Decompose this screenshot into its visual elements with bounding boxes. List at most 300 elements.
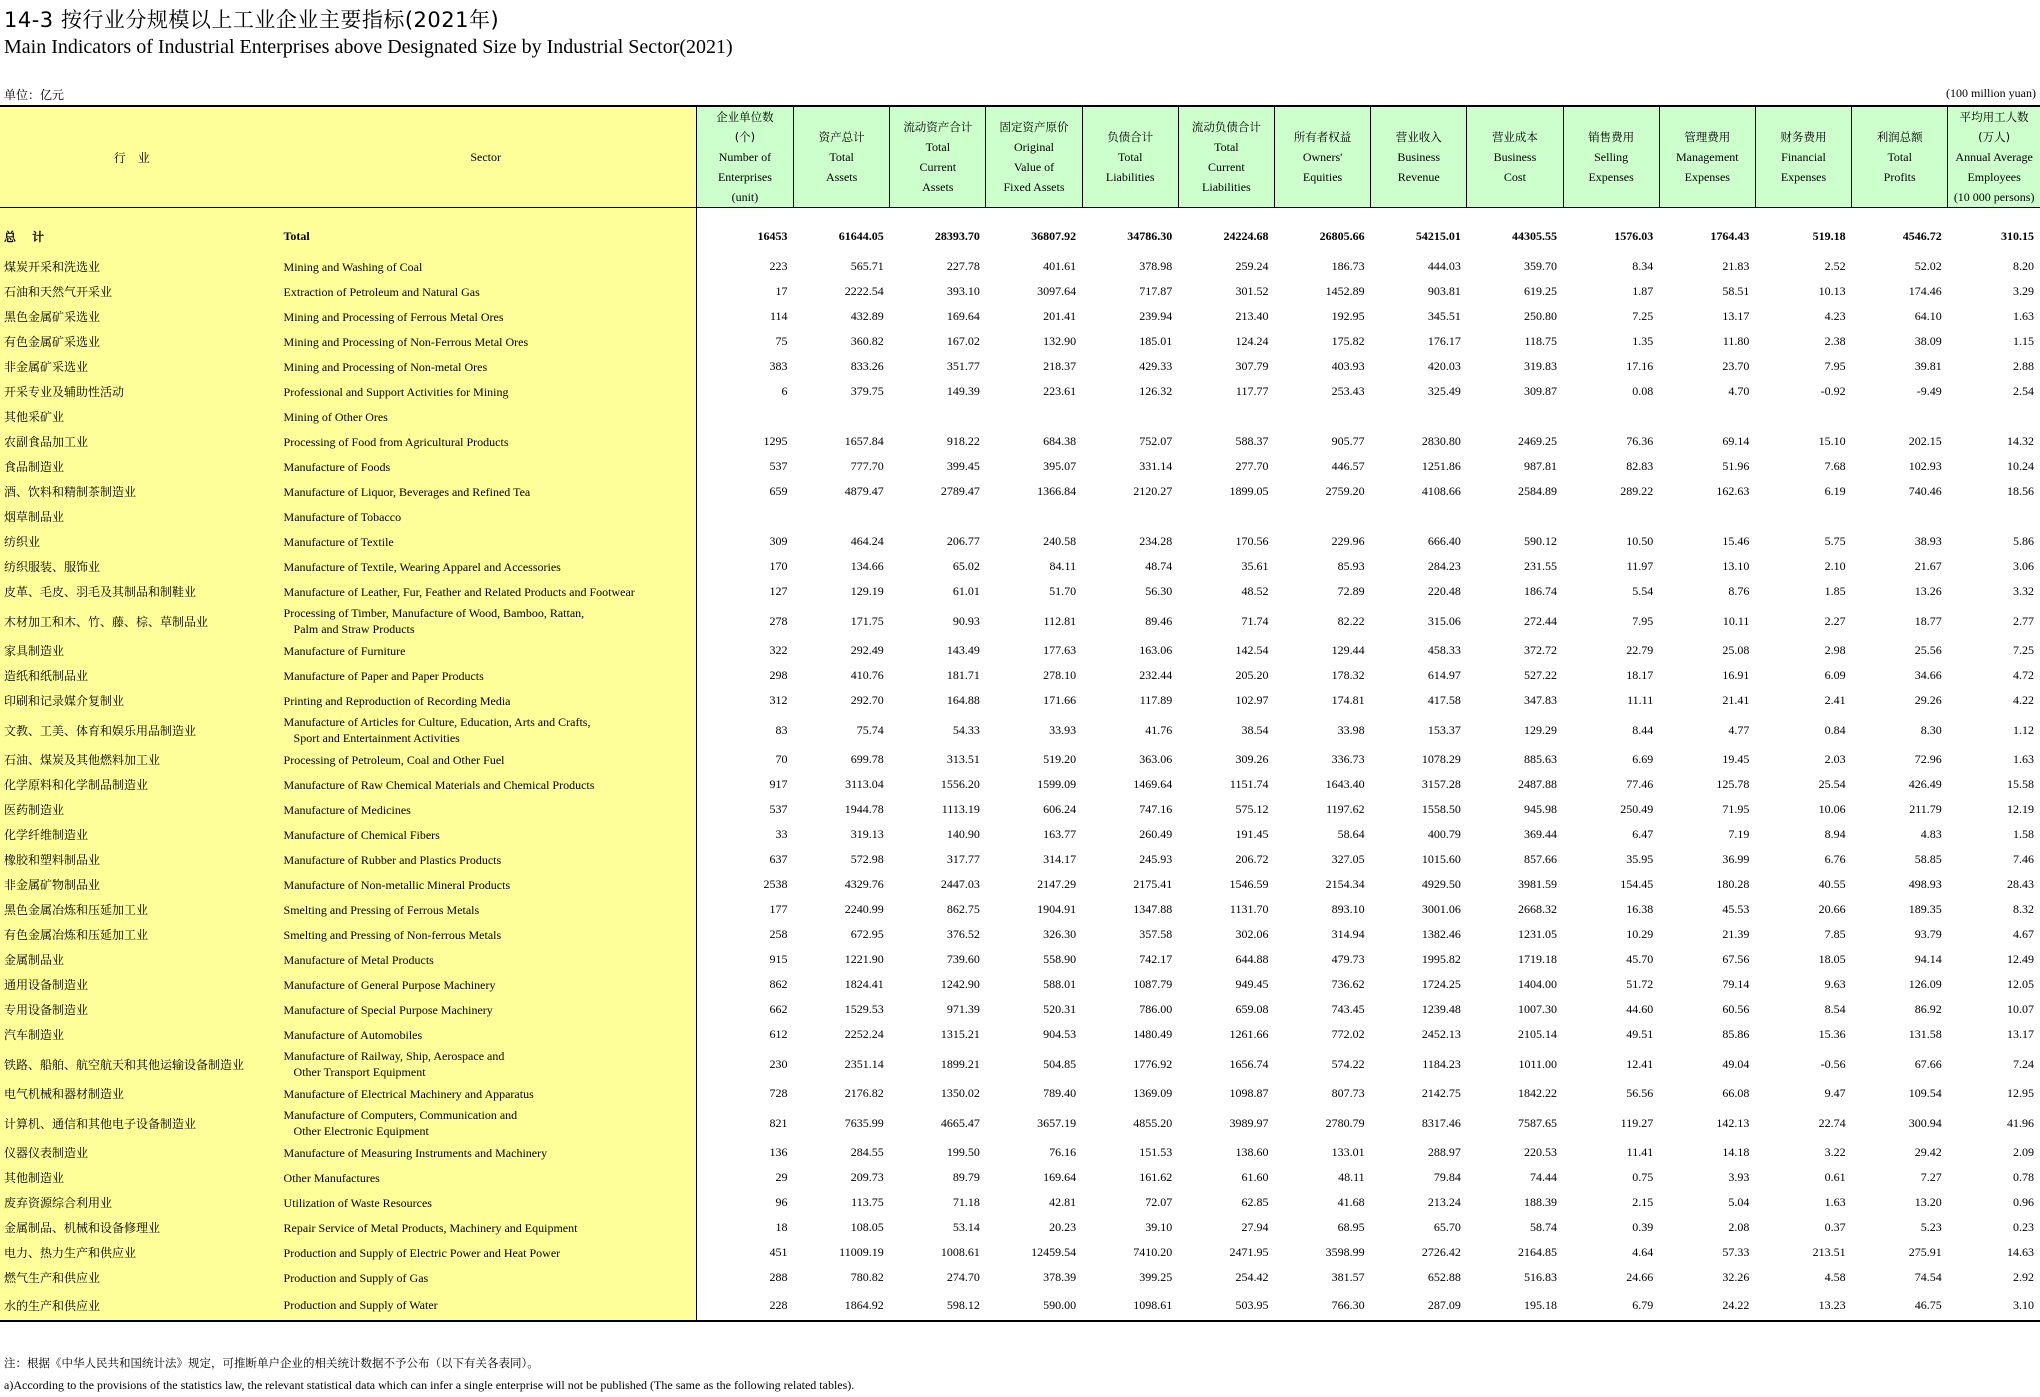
value-cell: 68.95: [1337, 1220, 1365, 1234]
sector-name-en: [276, 947, 697, 972]
value-cell: [1659, 404, 1755, 429]
value-cell: 1015.60: [1421, 852, 1461, 866]
value-cell: 71.95: [1722, 802, 1750, 816]
value-cell: 75: [775, 334, 788, 348]
sector-name-en-line: Smelting and Pressing of Non-ferrous Metals: [283, 927, 502, 942]
value-cell: 38.09: [1914, 334, 1942, 348]
sector-name-cn: 有色金属冶炼和压延加工业: [0, 922, 276, 947]
sector-name-en: [276, 218, 697, 254]
value-cell: 1546.59: [1229, 877, 1269, 891]
value-cell: 2487.88: [1518, 777, 1558, 791]
value-cell: 274.70: [946, 1270, 980, 1284]
value-cell: 25.08: [1722, 643, 1750, 657]
header-col-11: [1755, 106, 1851, 208]
sector-name-cn: 烟草制品业: [0, 504, 276, 529]
value-cell: [986, 404, 1082, 429]
value-cell: 312: [769, 693, 788, 707]
value-cell: 72.07: [1145, 1195, 1173, 1209]
value-cell: 379.75: [850, 384, 884, 398]
value-cell: 4879.47: [844, 484, 884, 498]
value-cell: 284.23: [1427, 559, 1461, 573]
sector-name-en: [276, 379, 697, 404]
sector-name-cn: 金属制品业: [0, 947, 276, 972]
value-cell: 13.17: [2007, 1027, 2034, 1041]
value-cell: 1899.05: [1229, 484, 1269, 498]
value-cell: 82.22: [1337, 613, 1365, 628]
value-cell: 862: [769, 977, 788, 991]
value-cell: 298: [769, 668, 788, 682]
value-cell: 503.95: [1178, 1290, 1274, 1321]
value-cell: 67.56: [1722, 952, 1750, 966]
value-cell: 192.95: [1331, 309, 1365, 323]
value-cell: 22.74: [1818, 1115, 1846, 1130]
value-cell: 313.51: [946, 752, 980, 766]
table-row: [0, 747, 2040, 772]
value-cell: 140.90: [946, 827, 980, 841]
value-cell: 16453: [757, 228, 788, 243]
value-cell: 12.19: [2007, 802, 2034, 816]
sector-name-cn: 专用设备制造业: [0, 997, 276, 1022]
total-row: [0, 218, 2040, 254]
value-cell: 393.10: [946, 284, 980, 298]
header-col-cn: 流动负债合计: [1191, 120, 1261, 134]
value-cell: 253.43: [1331, 384, 1365, 398]
value-cell: 429.33: [1139, 359, 1173, 373]
sector-name-en: [276, 797, 697, 822]
sector-name-en: [276, 354, 697, 379]
sector-name-en-line: Sport and Entertainment Activities: [293, 731, 460, 745]
value-cell: 717.87: [1139, 284, 1173, 298]
value-cell: 18: [775, 1220, 788, 1234]
value-cell: 862.75: [946, 902, 980, 916]
value-cell: 504.85: [1043, 1056, 1077, 1071]
sector-name-en-line: Repair Service of Metal Products, Machinery and Equipment: [283, 1220, 578, 1235]
value-cell: 162.63: [1716, 484, 1750, 498]
value-cell: 227.78: [946, 259, 980, 273]
value-cell: 8.32: [2013, 902, 2034, 916]
value-cell: 3981.59: [1518, 877, 1558, 891]
value-cell: 33.93: [1049, 722, 1077, 737]
table-title-en: Main Indicators of Industrial Enterprises above Designated Size by Industrial Sector(2021): [4, 36, 733, 58]
value-cell: 223: [769, 259, 788, 273]
value-cell: 699.78: [850, 752, 884, 766]
value-cell: 1242.90: [940, 977, 980, 991]
value-cell: 149.39: [946, 384, 980, 398]
value-cell: 10.50: [1626, 534, 1654, 548]
value-cell: 1899.21: [940, 1056, 980, 1071]
value-cell: 444.03: [1427, 259, 1461, 273]
sector-name-en-line: Mining and Processing of Non-metal Ores: [283, 359, 488, 374]
value-cell: 292.70: [850, 693, 884, 707]
value-cell: 22.79: [1626, 643, 1654, 657]
value-cell: 2120.27: [1133, 484, 1173, 498]
value-cell: 1382.46: [1421, 927, 1461, 941]
value-cell: 3097.64: [1037, 284, 1077, 298]
value-cell: 7.46: [2013, 852, 2034, 866]
value-cell: 25.56: [1914, 643, 1942, 657]
value-cell: 129.19: [850, 584, 884, 598]
value-cell: 1.85: [1824, 584, 1846, 598]
value-cell: 126.32: [1139, 384, 1173, 398]
value-cell: 4855.20: [1133, 1115, 1173, 1130]
table-row: [0, 379, 2040, 404]
sector-name-cn: 黑色金属冶炼和压延加工业: [0, 897, 276, 922]
value-cell: 4.23: [1824, 309, 1846, 323]
value-cell: 606.24: [1043, 802, 1077, 816]
value-cell: 213.40: [1235, 309, 1269, 323]
value-cell: 228: [696, 1290, 793, 1321]
sector-name-en: [276, 1106, 697, 1140]
value-cell: 223.61: [1043, 384, 1077, 398]
value-cell: 945.98: [1524, 802, 1558, 816]
value-cell: 136: [769, 1145, 788, 1159]
value-cell: 79.14: [1722, 977, 1750, 991]
value-cell: 2175.41: [1133, 877, 1173, 891]
value-cell: 537: [769, 802, 788, 816]
value-cell: 336.73: [1331, 752, 1365, 766]
value-cell: 126.09: [1908, 977, 1942, 991]
value-cell: 2.09: [2013, 1145, 2034, 1159]
value-cell: 65.70: [1433, 1220, 1461, 1234]
sector-name-en: [276, 1240, 697, 1265]
value-cell: 357.58: [1139, 927, 1173, 941]
value-cell: 127: [769, 584, 788, 598]
value-cell: 2830.80: [1421, 434, 1461, 448]
sector-name-en-line: Processing of Food from Agricultural Products: [283, 434, 509, 449]
value-cell: 12.49: [2007, 952, 2034, 966]
value-cell: 905.77: [1331, 434, 1365, 448]
value-cell: 213.51: [1812, 1245, 1846, 1259]
value-cell: 3.06: [2013, 559, 2034, 573]
value-cell: 7.95: [1632, 613, 1654, 628]
value-cell: 451: [769, 1245, 788, 1259]
value-cell: 857.66: [1524, 852, 1558, 866]
value-cell: 292.49: [850, 643, 884, 657]
table-row: [0, 454, 2040, 479]
value-cell: 376.52: [946, 927, 980, 941]
sector-name-en-line: Manufacture of Medicines: [283, 802, 411, 817]
value-cell: 4108.66: [1421, 484, 1461, 498]
header-col-en-line: Total: [1887, 150, 1912, 164]
table-row: [0, 922, 2040, 947]
header-col-cn: 负债合计: [1107, 130, 1154, 144]
sector-name-cn: 木材加工和木、竹、藤、棕、草制品业: [0, 604, 276, 638]
value-cell: 0.61: [1824, 1170, 1846, 1184]
value-cell: 15.10: [1818, 434, 1846, 448]
header-sector-cn: 行业: [0, 106, 276, 208]
sector-name-en: [276, 1290, 697, 1321]
value-cell: 885.63: [1524, 752, 1558, 766]
value-cell: 258: [769, 927, 788, 941]
table-row: [0, 504, 2040, 529]
sector-name-en: [276, 922, 697, 947]
sector-name-en-line: Manufacture of Foods: [283, 459, 391, 474]
value-cell: 169.64: [946, 309, 980, 323]
value-cell: 86.92: [1914, 1002, 1942, 1016]
header-col-en-line: Liabilities: [1105, 170, 1155, 184]
value-cell: 18.05: [1818, 952, 1846, 966]
value-cell: 288: [769, 1270, 788, 1284]
value-cell: 1724.25: [1421, 977, 1461, 991]
value-cell: [1274, 404, 1370, 429]
value-cell: 51.70: [1049, 584, 1077, 598]
value-cell: [1563, 404, 1659, 429]
value-cell: 277.70: [1235, 459, 1269, 473]
table-row: [0, 638, 2040, 663]
value-cell: 1.58: [2013, 827, 2034, 841]
value-cell: 302.06: [1235, 927, 1269, 941]
value-cell: 6: [781, 384, 788, 398]
sector-name-cn: 医药制造业: [0, 797, 276, 822]
value-cell: 417.58: [1427, 693, 1461, 707]
value-cell: 2142.75: [1421, 1086, 1461, 1100]
value-cell: 1657.84: [844, 434, 884, 448]
value-cell: 314.94: [1331, 927, 1365, 941]
value-cell: 170: [769, 559, 788, 573]
table-row: [0, 1265, 2040, 1290]
sector-name-en: [276, 772, 697, 797]
value-cell: 202.15: [1908, 434, 1942, 448]
header-col-10: [1659, 106, 1755, 208]
value-cell: 807.73: [1331, 1086, 1365, 1100]
value-cell: 300.94: [1908, 1115, 1942, 1130]
table-row: [0, 1022, 2040, 1047]
value-cell: 590.00: [986, 1290, 1082, 1321]
value-cell: 57.33: [1722, 1245, 1750, 1259]
value-cell: 67.66: [1914, 1056, 1942, 1071]
value-cell: 588.37: [1235, 434, 1269, 448]
value-cell: 351.77: [946, 359, 980, 373]
value-cell: [1467, 404, 1563, 429]
sector-name-en: [276, 1190, 697, 1215]
value-cell: 250.80: [1524, 309, 1558, 323]
value-cell: 278.10: [1043, 668, 1077, 682]
value-cell: 8.76: [1728, 584, 1750, 598]
value-cell: 209.73: [850, 1170, 884, 1184]
value-cell: 395.07: [1043, 459, 1077, 473]
value-cell: 206.72: [1235, 852, 1269, 866]
value-cell: 372.72: [1524, 643, 1558, 657]
sector-name-en-line: Production and Supply of Gas: [283, 1270, 429, 1285]
value-cell: 619.25: [1524, 284, 1558, 298]
value-cell: 180.28: [1716, 877, 1750, 891]
table-row: [0, 1140, 2040, 1165]
value-cell: 464.24: [850, 534, 884, 548]
value-cell: 218.37: [1043, 359, 1077, 373]
value-cell: 35.95: [1626, 852, 1654, 866]
sector-name-en: [276, 822, 697, 847]
value-cell: 1.15: [2013, 334, 2034, 348]
header-col-en-line: Liabilities: [1202, 180, 1251, 194]
sector-name-en: [276, 579, 697, 604]
value-cell: 1904.91: [1037, 902, 1077, 916]
footnote-cn: 注：根据《中华人民共和国统计法》规定，可推断单户企业的相关统计数据不予公布（以下有关各表同）。: [4, 1356, 539, 1370]
value-cell: 326.30: [1043, 927, 1077, 941]
sector-name-en: [276, 972, 697, 997]
value-cell: 61.01: [952, 584, 980, 598]
sector-name-en-line: Manufacture of Special Purpose Machinery: [283, 1002, 493, 1017]
value-cell: 185.01: [1139, 334, 1173, 348]
value-cell: 11.41: [1626, 1145, 1654, 1159]
header-col-en-line: Total: [925, 140, 951, 154]
value-cell: 572.98: [850, 852, 884, 866]
value-cell: 331.14: [1139, 459, 1173, 473]
header-col-en-line: Assets: [922, 180, 954, 194]
table-row: [0, 354, 2040, 379]
value-cell: 70: [775, 752, 788, 766]
sector-name-cn: 非金属矿采选业: [0, 354, 276, 379]
value-cell: 171.66: [1043, 693, 1077, 707]
value-cell: [1755, 404, 1851, 429]
value-cell: 1098.61: [1082, 1290, 1178, 1321]
sector-name-en: [276, 1047, 697, 1081]
value-cell: 20.66: [1818, 902, 1846, 916]
value-cell: 177.63: [1043, 643, 1077, 657]
value-cell: [1563, 504, 1659, 529]
sector-name-en: [276, 1165, 697, 1190]
value-cell: 129.44: [1331, 643, 1365, 657]
value-cell: 250.49: [1620, 802, 1654, 816]
value-cell: 102.93: [1908, 459, 1942, 473]
value-cell: 1842.22: [1518, 1086, 1558, 1100]
value-cell: 399.25: [1139, 1270, 1173, 1284]
value-cell: 6.47: [1632, 827, 1654, 841]
header-col-en-line: Value of: [1013, 160, 1055, 174]
sector-name-en-line: Mining of Other Ores: [283, 409, 388, 424]
value-cell: 6.09: [1824, 668, 1846, 682]
value-cell: 94.14: [1914, 952, 1942, 966]
value-cell: 378.98: [1139, 259, 1173, 273]
header-col-en-line: Financial: [1781, 150, 1826, 164]
header-col-7: [1371, 106, 1467, 208]
header-col-4: [1082, 106, 1178, 208]
value-cell: 2176.82: [844, 1086, 884, 1100]
value-cell: 1197.62: [1326, 802, 1365, 816]
table-row: [0, 872, 2040, 897]
value-cell: 2.54: [2013, 384, 2034, 398]
header-col-3: [986, 106, 1082, 208]
sector-name-en-line: Manufacture of Furniture: [283, 643, 406, 658]
value-cell: 213.24: [1427, 1195, 1461, 1209]
value-cell: 410.76: [850, 668, 884, 682]
header-col-cn-unit: (个): [734, 130, 756, 144]
value-cell: 7.68: [1824, 459, 1846, 473]
header-col-en-line: Equities: [1302, 170, 1343, 184]
value-cell: 360.82: [850, 334, 884, 348]
value-cell: 230: [769, 1056, 788, 1071]
value-cell: 10.06: [1818, 802, 1846, 816]
header-col-en-line: Selling: [1594, 150, 1629, 164]
value-cell: 174.81: [1331, 693, 1365, 707]
value-cell: 188.39: [1524, 1195, 1558, 1209]
value-cell: 612: [769, 1027, 788, 1041]
value-cell: 7410.20: [1133, 1245, 1173, 1259]
value-cell: 728: [769, 1086, 788, 1100]
value-cell: 971.39: [946, 1002, 980, 1016]
value-cell: 378.39: [1043, 1270, 1077, 1284]
value-cell: 195.18: [1467, 1290, 1563, 1321]
value-cell: 2.10: [1824, 559, 1846, 573]
value-cell: 1261.66: [1229, 1027, 1269, 1041]
value-cell: 14.18: [1722, 1145, 1750, 1159]
value-cell: 1558.50: [1421, 802, 1461, 816]
table-row: [0, 947, 2040, 972]
value-cell: 163.77: [1043, 827, 1077, 841]
value-cell: 178.32: [1331, 668, 1365, 682]
value-cell: 1366.84: [1037, 484, 1077, 498]
value-cell: 1087.79: [1133, 977, 1173, 991]
sector-name-cn: 废弃资源综合利用业: [0, 1190, 276, 1215]
value-cell: 124.24: [1235, 334, 1269, 348]
value-cell: 0.78: [2013, 1170, 2034, 1184]
sector-name-en-line: Manufacture of Metal Products: [283, 952, 434, 967]
value-cell: 54215.01: [1415, 228, 1461, 243]
value-cell: 275.91: [1908, 1245, 1942, 1259]
sector-name-en: [276, 454, 697, 479]
value-cell: 3.32: [2013, 584, 2034, 598]
value-cell: 28393.70: [934, 228, 980, 243]
value-cell: 2.38: [1824, 334, 1846, 348]
value-cell: 7.95: [1824, 359, 1846, 373]
value-cell: 325.49: [1427, 384, 1461, 398]
value-cell: 109.54: [1908, 1086, 1942, 1100]
value-cell: 164.88: [946, 693, 980, 707]
value-cell: -9.49: [1916, 384, 1942, 398]
value-cell: 672.95: [850, 927, 884, 941]
value-cell: 46.75: [1852, 1290, 1948, 1321]
value-cell: 2147.29: [1037, 877, 1077, 891]
header-col-cn: 流动资产合计: [903, 120, 973, 134]
value-cell: 51.96: [1722, 459, 1750, 473]
value-cell: 71.74: [1241, 613, 1269, 628]
table-row: [0, 279, 2040, 304]
value-cell: 15.58: [2007, 777, 2034, 791]
value-cell: 284.55: [850, 1145, 884, 1159]
value-cell: 41.76: [1145, 722, 1173, 737]
value-cell: 4329.76: [844, 877, 884, 891]
value-cell: 1251.86: [1421, 459, 1461, 473]
value-cell: 1315.21: [940, 1027, 980, 1041]
header-col-en-line: Revenue: [1397, 170, 1440, 184]
value-cell: 89.46: [1145, 613, 1173, 628]
sector-name-en-line: Manufacture of Leather, Fur, Feather and Related Products and Footwear: [283, 584, 635, 599]
value-cell: 23.70: [1722, 359, 1750, 373]
value-cell: 383: [769, 359, 788, 373]
value-cell: 186.74: [1524, 584, 1558, 598]
sector-name-cn: 造纸和纸制品业: [0, 663, 276, 688]
value-cell: 36.99: [1722, 852, 1750, 866]
value-cell: 174.46: [1908, 284, 1942, 298]
value-cell: 1011.00: [1518, 1056, 1558, 1071]
sector-name-cn: 非金属矿物制品业: [0, 872, 276, 897]
value-cell: 2668.32: [1518, 902, 1558, 916]
value-cell: 575.12: [1235, 802, 1269, 816]
value-cell: [1371, 504, 1467, 529]
header-col-cn: 利润总额: [1876, 130, 1923, 144]
value-cell: 9.47: [1824, 1086, 1846, 1100]
value-cell: 3.29: [2013, 284, 2034, 298]
value-cell: 1295: [763, 434, 788, 448]
value-cell: 893.10: [1331, 902, 1365, 916]
value-cell: 684.38: [1043, 434, 1077, 448]
value-cell: 904.53: [1043, 1027, 1077, 1041]
header-col-en-line: Fixed Assets: [1003, 180, 1065, 194]
value-cell: 13.26: [1914, 584, 1942, 598]
value-cell: 0.39: [1632, 1220, 1654, 1234]
value-cell: 48.52: [1241, 584, 1269, 598]
value-cell: 1113.19: [941, 802, 980, 816]
value-cell: 2164.85: [1518, 1245, 1558, 1259]
